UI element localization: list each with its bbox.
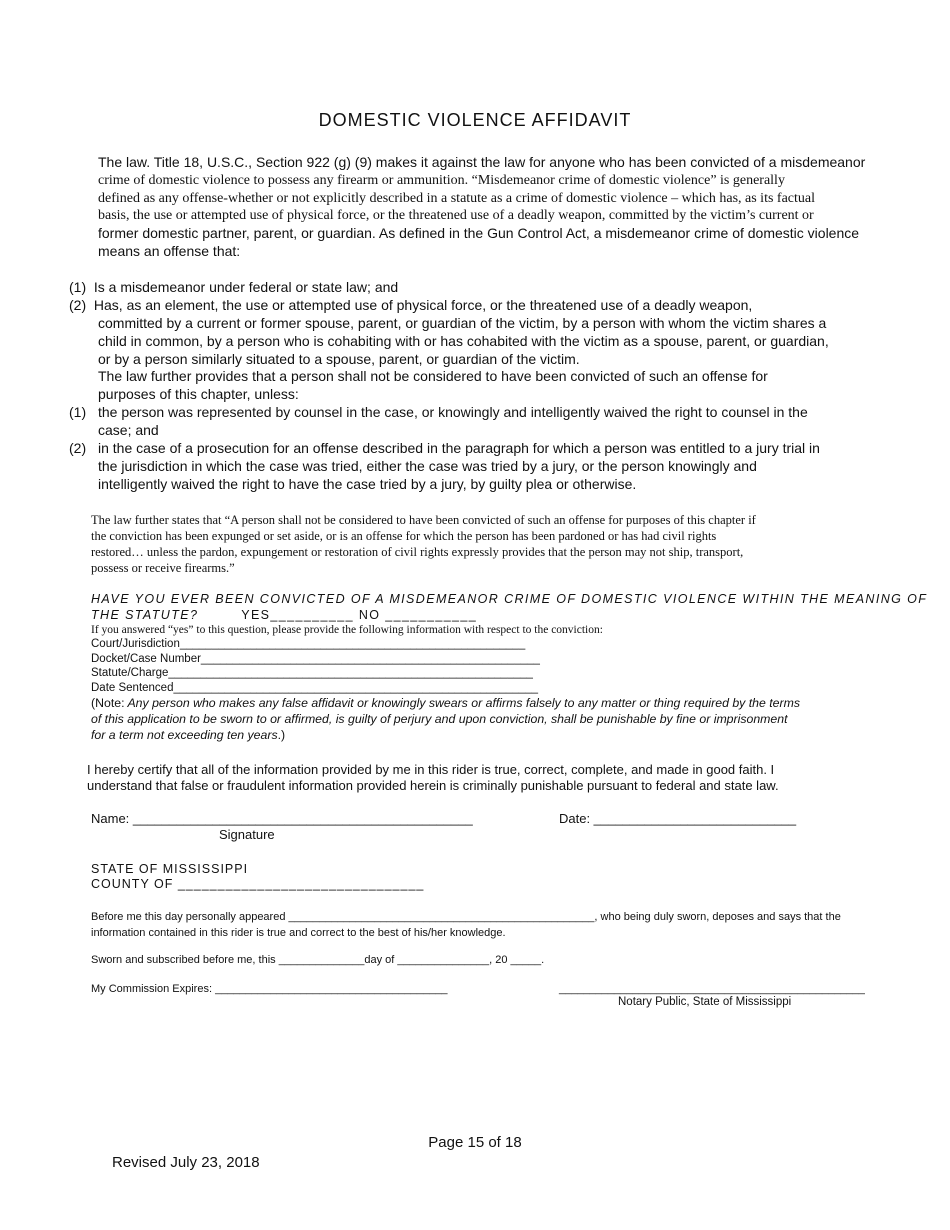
- list-text: Is a misdemeanor under federal or state law; and: [93, 279, 399, 295]
- offense-list: [69, 279, 752, 315]
- list-line: case; and: [98, 421, 159, 438]
- notary-label: Notary Public, State of Mississippi: [618, 996, 792, 1008]
- list-line: the jurisdiction in which the case was tried, either the case was tried by a jury, or the person knowingly and: [98, 457, 757, 474]
- list-line: the person was represented by counsel in the case, or knowingly and intelligently waived the right to counsel in the: [98, 404, 808, 420]
- exception-item-2: [69, 440, 86, 458]
- notary-signature-line[interactable]: __________________________________________________: [559, 983, 865, 995]
- revised-date: Revised July 23, 2018: [112, 1154, 260, 1171]
- offense-list-continuation: [98, 315, 829, 404]
- list-line: The law further provides that a person shall not be considered to have been convicted of such an offense for: [98, 368, 768, 385]
- certification: [87, 762, 779, 794]
- conviction-fields: [91, 637, 540, 695]
- appearance-line[interactable]: Before me this day personally appeared __________________________________________________, who being duly sworn, deposes and says that the: [91, 911, 841, 923]
- state-label: STATE OF MISSISSIPPI: [91, 862, 249, 876]
- perjury-note: [91, 695, 800, 743]
- list-number: (1): [69, 404, 87, 420]
- note-text: for a term not exceeding ten years: [91, 728, 278, 742]
- list-line: in the case of a prosecution for an offense described in the paragraph for which a person was entitled to a jury trial in: [98, 440, 820, 456]
- certify-line: I hereby certify that all of the information provided by me in this rider is true, correct, complete, and made in good faith. I: [87, 762, 775, 777]
- further-line: The law further states that “A person shall not be considered to have been convicted of such an offense for purposes of this chapter if: [91, 513, 756, 527]
- intro-paragraph: [98, 154, 865, 261]
- conviction-question: [91, 591, 927, 623]
- signature-label: Signature: [219, 827, 275, 842]
- note-line: [91, 695, 800, 711]
- docket-case-number-field[interactable]: Docket/Case Number_____________________________________________________: [91, 652, 540, 665]
- appearance-line: information contained in this rider is true and correct to the best of his/her knowledge.: [91, 926, 506, 939]
- exception-item-2-text: [98, 440, 820, 493]
- list-number: (1): [69, 279, 87, 295]
- list-number: (2): [69, 440, 87, 456]
- if-yes-instruction: If you answered “yes” to this question, please provide the following information with respect to the conviction:: [91, 624, 603, 636]
- intro-line: crime of domestic violence to possess any firearm or ammunition. “Misdemeanor crime of domestic violence” is generally: [98, 172, 785, 188]
- certify-line: understand that false or fraudulent information provided herein is criminally punishable pursuant to federal and state law.: [87, 778, 779, 793]
- list-item: [69, 297, 752, 315]
- list-line: intelligently waived the right to have the case tried by a jury, by guilty plea or otherwise.: [98, 475, 637, 492]
- list-number: (2): [69, 296, 87, 313]
- note-suffix: .): [277, 728, 286, 742]
- list-line: committed by a current or former spouse, parent, or guardian of the victim, by a person with whom the victim shares a: [98, 315, 827, 331]
- page-title: DOMESTIC VIOLENCE AFFIDAVIT: [318, 110, 632, 130]
- note-text: Any person who makes any false affidavit or knowingly swears or affirms falsely to any matter or thing required by the terms: [124, 696, 800, 710]
- no-field[interactable]: NO ___________: [358, 608, 478, 622]
- list-item: [69, 279, 752, 297]
- yes-field[interactable]: YES__________: [241, 608, 354, 622]
- further-line: possess or receive firearms.”: [91, 561, 235, 575]
- list-text: Has, as an element, the use or attempted use of physical force, or the threatened use of a deadly weapon,: [93, 296, 753, 313]
- note-text: of this application to be sworn to or affirmed, is guilty of perjury and upon conviction, shall be punishable by fine or imprisonment: [91, 712, 788, 726]
- exception-item-1-text: [98, 404, 808, 440]
- further-line: restored… unless the pardon, expungement or restoration of civil rights expressly provides that the person may not ship, transport,: [91, 545, 744, 559]
- intro-line: former domestic partner, parent, or guardian. As defined in the Gun Control Act, a misdemeanor crime of domestic violence: [98, 225, 860, 242]
- intro-line: basis, the use or attempted use of physical force, or the threatened use of a deadly weapon, committed by the victim’s current or: [98, 208, 814, 224]
- further-states-paragraph: [91, 512, 756, 576]
- intro-line: The law. Title 18, U.S.C., Section 922 (g) (9) makes it against the law for anyone who has been convicted of a misdemeanor: [98, 154, 866, 170]
- sworn-line[interactable]: Sworn and subscribed before me, this ______________day of _______________, 20 _____.: [91, 954, 545, 966]
- court-jurisdiction-field[interactable]: Court/Jurisdiction______________________________________________________: [91, 638, 526, 650]
- question-line-2: [91, 607, 927, 623]
- list-line: child in common, by a person who is cohabiting with or has cohabited with the victim as a spouse, parent, or guardian,: [98, 332, 829, 349]
- intro-line: means an offense that:: [98, 242, 241, 259]
- further-line: the conviction has been expunged or set aside, or is an offense for which the person has been pardoned or has had civil rights: [91, 529, 717, 543]
- list-line: purposes of this chapter, unless:: [98, 386, 299, 403]
- intro-line: defined as any offense-whether or not explicitly described in a statute as a crime of domestic violence – which has, as its factual: [98, 190, 815, 206]
- commission-expires-field[interactable]: My Commission Expires: ______________________________________: [91, 983, 448, 995]
- note-line: [91, 711, 800, 727]
- exception-item-1: [69, 404, 86, 422]
- personal-appearance: [91, 910, 841, 941]
- note-line: [91, 727, 800, 743]
- date-field[interactable]: Date: ____________________________: [559, 811, 797, 826]
- name-signature-field[interactable]: Name: _______________________________________________: [91, 811, 473, 826]
- question-line: HAVE YOU EVER BEEN CONVICTED OF A MISDEMEANOR CRIME OF DOMESTIC VIOLENCE WITHIN THE MEANING OF: [91, 592, 928, 606]
- list-line: or by a person similarly situated to a spouse, parent, or guardian of the victim.: [98, 350, 580, 367]
- page-number: Page 15 of 18: [428, 1134, 522, 1151]
- county-field[interactable]: COUNTY OF _______________________________: [91, 877, 425, 891]
- statute-charge-field[interactable]: Statute/Charge_________________________________________________________: [91, 667, 533, 679]
- note-prefix: (Note:: [91, 696, 125, 710]
- question-text: THE STATUTE?: [91, 608, 199, 622]
- date-sentenced-field[interactable]: Date Sentenced_________________________________________________________: [91, 681, 539, 694]
